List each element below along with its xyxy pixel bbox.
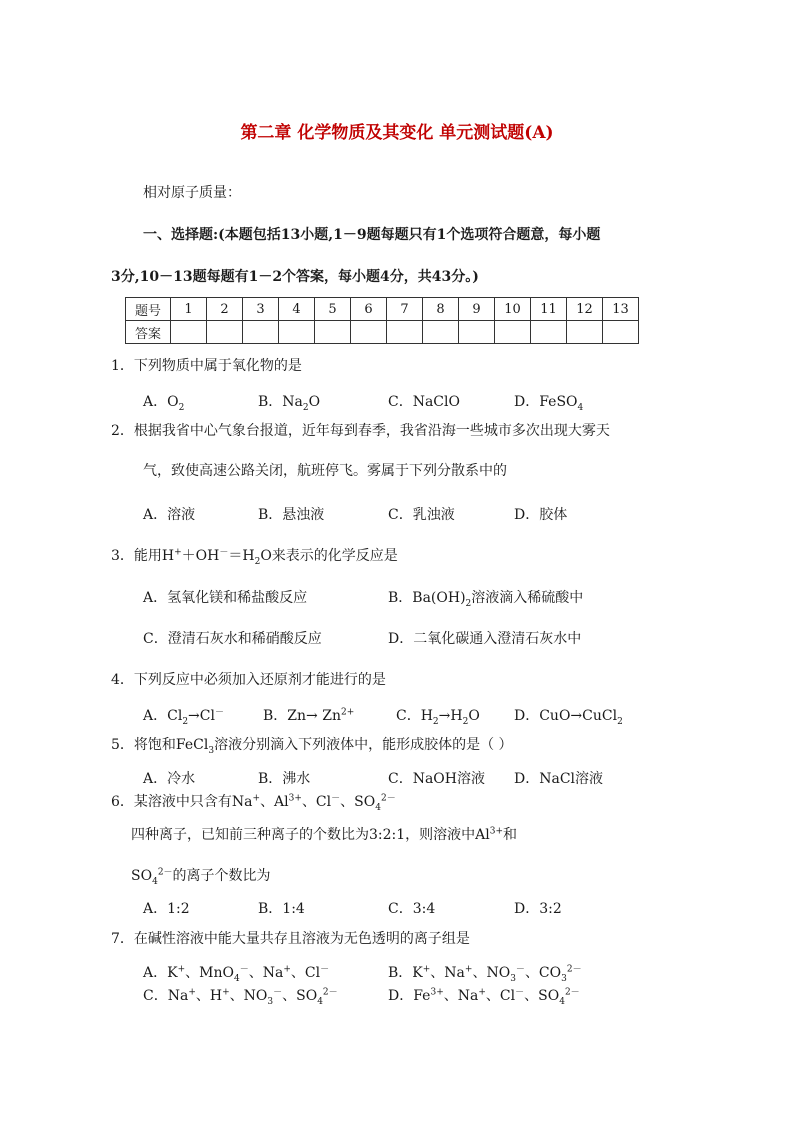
question-4-option-a: A．$Cl_2\to Cl^-$ [143, 707, 224, 727]
question-2-stem-line2: 气，致使高速公路关闭，航班停飞。雾属于下列分散系中的 [143, 463, 507, 479]
answer-cell[interactable] [423, 321, 459, 344]
question-7-stem: 7．在碱性溶液中能大量共存且溶液为无色透明的离子组是 [111, 931, 470, 947]
question-number: 7 [387, 298, 423, 321]
question-number: 3 [243, 298, 279, 321]
question-3-option-a: A．氢氧化镁和稀盐酸反应 [143, 590, 308, 606]
question-number: 5 [315, 298, 351, 321]
question-2-option-c: C．乳浊液 [388, 507, 455, 523]
question-6-stem-line1: 6．某溶液中只含有Na+、$Al^{3+}$、Cl－、$SO_4^{2-}$ [111, 793, 396, 813]
question-2-option-d: D．胶体 [514, 507, 568, 523]
question-1-option-b: B．$Na_2O$ [258, 394, 321, 413]
question-3-option-b: B．$Ba(OH)_2$溶液滴入稀硫酸中 [388, 590, 584, 609]
section-heading-line1: 一、选择题:(本题包括13小题,1－9题每题只有1个选项符合题意，每小题 [143, 227, 601, 243]
table-row-label: 答案 [126, 321, 171, 344]
question-number: 6 [351, 298, 387, 321]
question-3-stem: 3．能用$H^++OH^-=H_2O$来表示的化学反应是 [111, 547, 398, 567]
answer-cell[interactable] [603, 321, 639, 344]
question-5-option-c: C．NaOH溶液 [388, 771, 485, 787]
question-number: 4 [279, 298, 315, 321]
question-6-option-d: D．3:2 [514, 901, 562, 917]
question-number: 13 [603, 298, 639, 321]
answer-table-answer-row [126, 321, 639, 344]
question-number: 11 [531, 298, 567, 321]
question-7-option-b: B．K+、Na+、$NO_3^-$、$CO_3^{2-}$ [388, 964, 582, 984]
question-5-option-b: B．沸水 [258, 771, 311, 787]
answer-table [125, 297, 639, 344]
question-5-option-a: A．冷水 [143, 771, 196, 787]
question-2-option-b: B．悬浊液 [258, 507, 325, 523]
answer-cell[interactable] [351, 321, 387, 344]
question-1-option-c: C．NaClO [388, 394, 460, 410]
answer-cell[interactable] [531, 321, 567, 344]
answer-cell[interactable] [171, 321, 207, 344]
answer-cell[interactable] [243, 321, 279, 344]
question-number: 10 [495, 298, 531, 321]
question-6-option-c: C．3:4 [388, 901, 436, 917]
answer-cell[interactable] [279, 321, 315, 344]
question-6-stem-line2: 四种离子，已知前三种离子的个数比为3:2:1，则溶液中$Al^{3+}$和 [131, 826, 518, 843]
question-number: 8 [423, 298, 459, 321]
section-heading-line2: 3分,10－13题每题有1－2个答案，每小题4分，共43分。) [111, 269, 479, 285]
answer-cell[interactable] [459, 321, 495, 344]
question-5-stem: 5．将饱和FeCl$_3$溶液分别滴入下列液体中，能形成胶体的是（ ） [111, 737, 513, 756]
question-number: 12 [567, 298, 603, 321]
question-6-option-b: B．1:4 [258, 901, 305, 917]
atomic-mass-label: 相对原子质量： [143, 185, 241, 201]
question-3-option-d: D．二氧化碳通入澄清石灰水中 [388, 631, 582, 647]
answer-cell[interactable] [387, 321, 423, 344]
question-2-option-a: A．溶液 [143, 507, 196, 523]
question-1-stem: 1．下列物质中属于氧化物的是 [111, 358, 302, 374]
table-row-label: 题号 [126, 298, 171, 321]
question-number: 9 [459, 298, 495, 321]
question-7-option-a: A．K+、MnO$_4$－、Na+、Cl－ [143, 964, 330, 984]
question-6-stem-line3: $SO_4^{2-}$的离子个数比为 [131, 867, 271, 887]
question-4-option-c: C．$H_2\to H_2O$ [396, 708, 480, 727]
page-title: 第二章 化学物质及其变化 单元测试题(A) [240, 123, 554, 143]
answer-cell[interactable] [315, 321, 351, 344]
answer-cell[interactable] [495, 321, 531, 344]
answer-table-header-row [126, 298, 639, 321]
question-number: 2 [207, 298, 243, 321]
question-1-option-d: D．FeSO$_4$ [514, 394, 584, 413]
question-7-option-c: C．Na+、H+、$NO_3^-$、$SO_4^{2-}$ [143, 987, 338, 1007]
question-5-option-d: D．NaCl溶液 [514, 771, 604, 787]
question-1-option-a: A．$O_2$ [143, 394, 185, 413]
question-3-option-c: C．澄清石灰水和稀硝酸反应 [143, 631, 322, 647]
answer-cell[interactable] [567, 321, 603, 344]
question-6-option-a: A．1:2 [143, 901, 190, 917]
question-4-option-b: B．$Zn\to Zn^{2+}$ [263, 707, 355, 724]
question-4-stem: 4．下列反应中必须加入还原剂才能进行的是 [111, 672, 386, 688]
question-4-option-d: D．CuO→CuCl$_2$ [514, 708, 623, 727]
question-7-option-d: D．$Fe^{3+}$、Na+、Cl－、$SO_4^{2-}$ [388, 987, 580, 1007]
answer-cell[interactable] [207, 321, 243, 344]
question-number: 1 [171, 298, 207, 321]
question-2-stem-line1: 2．根据我省中心气象台报道，近年每到春季，我省沿海一些城市多次出现大雾天 [111, 423, 610, 439]
